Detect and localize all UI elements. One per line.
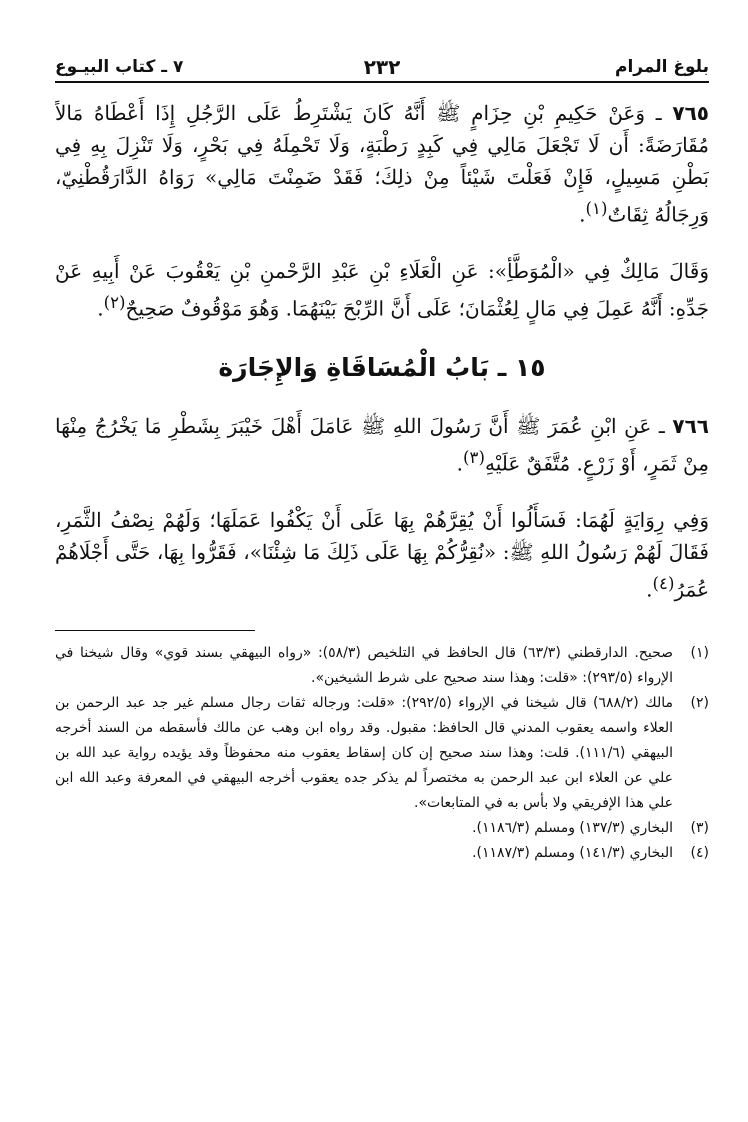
paragraph-text: وَفِي رِوَايَةٍ لَهُمَا: فَسَأَلُوا أَنْ يُقِرَّهُمْ بِهَا عَلَى أَنْ يَكْفُوا عَمَلَهَا؛ وَلَهُمْ نِصْفُ الثَّمَرِ، فَقَالَ لَهُمْ رَسُولُ اللهِ ﷺ: «نُقِرُّكُمْ بِهَا عَلَى ذَلِكَ مَا شِئْنَا»، فَقَرُّوا بِهَا، حَتَّى أَجْلَاهُمْ عُمَرُ [55,507,709,602]
footnote [55,841,709,866]
chapter-heading [55,348,709,388]
footnote-ref: (١) [585,199,608,218]
hadith-765: ٧٦٥ ـ وَعَنْ حَكِيمِ بْنِ حِزَامٍ ﷺ أَنَّهُ كَانَ يَشْتَرِطُ عَلَى الرَّجُلِ إِذَا أَعْطَاهُ مَالاً مُقَارَضَةً: أَن لَا تَجْعَلَ مَالِي فِي كَبِدٍ رَطْبَةٍ، وَلَا تَحْمِلَهُ فِي بَحْرٍ، وَلَا تَنْزِلَ بِهِ فِي بَطْنِ مَسِيلٍ، فَإِنْ فَعَلْتَ شَيْئاً مِنْ ذلِكَ؛ فَقَدْ ضَمِنْتَ مَالِي» رَوَاهُ الدَّارَقُطْنِيّ، وَرِجَالُهُ ثِقَاتٌ$^{(١)}$. [55,101,709,227]
hadith-number: ٧٦٥ [672,101,709,125]
riwaya-paragraph: وَفِي رِوَايَةٍ لَهُمَا: فَسَأَلُوا أَنْ يُقِرَّهُمْ بِهَا عَلَى أَنْ يَكْفُوا عَمَلَهَا؛ وَلَهُمْ نِصْفُ الثَّمَرِ، فَقَالَ لَهُمْ رَسُولُ اللهِ ﷺ: «نُقِرُّكُمْ بِهَا عَلَى ذَلِكَ مَا شِئْنَا»، فَقَرُّوا بِهَا، حَتَّى أَجْلَاهُمْ عُمَرُ$^{(٤)}$. [55,507,709,602]
footnote [55,641,709,691]
footnote-number: (٢) [690,694,709,711]
footnote [55,691,709,816]
footnote-ref: (٣) [463,448,485,468]
footnote-divider [55,630,255,631]
footnote-ref: (٢) [103,292,126,312]
footnote-text: مالك (٦٨٨/٢) قال شيخنا في الإرواء (٢٩٢/٥): «قلت: ورجاله ثقات رجال مسلم غير جد عبد الرحمن بن العلاء واسمه يعقوب المدني قال الحافظ: مقبول. وقد رواه ابن وهب عن مالك فأسقطه من السند أخرجه البيهقي (١١١/٦). قلت: وهذا سند صحيح إن كان إسقاط يعقوب منه محفوظاً وقد يؤيده رواية عبد الله بن علي عن العلاء ابن عبد الرحمن به مختصراً لم يذكر جده يعقوب أخرجه البيهقي في المعرفة وعبد الله ابن علي هذا الإفريقي ولا بأس به في المتابعات». [55,694,673,811]
chapter-title: ـ بَابُ الْمُسَاقَاةِ وَالإِجَارَة [218,353,516,383]
hadith-766: ٧٦٦ ـ عَنِ ابْنِ عُمَرَ ﷺ أَنَّ رَسُولَ اللهِ ﷺ عَامَلَ أَهْلَ خَيْبَرَ بِشَطْرِ مَا يَخْرُجُ مِنْهَا مِنْ ثَمَرٍ، أَوْ زَرْعٍ. مُتَّفَقٌ عَلَيْهِ$^{(٣)}$. [55,414,709,476]
hadith-text: ـ وَعَنْ حَكِيمِ بْنِ حِزَامٍ ﷺ أَنَّهُ كَانَ يَشْتَرِطُ عَلَى الرَّجُلِ إِذَا أَعْطَاهُ مَالاً مُقَارَضَةً: أَن لَا تَجْعَلَ مَالِي فِي كَبِدٍ رَطْبَةٍ، وَلَا تَحْمِلَهُ فِي بَحْرٍ، وَلَا تَنْزِلَ بِهِ فِي بَطْنِ مَسِيلٍ، فَإِنْ فَعَلْتَ شَيْئاً مِنْ ذلِكَ؛ فَقَدْ ضَمِنْتَ مَالِي» رَوَاهُ الدَّارَقُطْنِيّ، وَرِجَالُهُ ثِقَاتٌ [55,101,709,227]
footnote-number: (٣) [690,819,709,836]
chapter-running-title: ٧ ـ كتاب البيـوع [55,57,184,77]
footnote [55,816,709,841]
hadith-number: ٧٦٦ [672,414,709,439]
book-page [55,55,709,1085]
footnote-text: البخاري (١٤١/٣) ومسلم (١١٨٧/٣). [472,844,673,861]
book-title: بلوغ المرام [615,57,709,77]
paragraph-text: وَقَالَ مَالِكٌ فِي «الْمُوَطَّأِ»: عَنِ الْعَلَاءِ بْنِ عَبْدِ الرَّحْمنِ بْنِ يَعْقُوبَ عَنْ أَبِيهِ عَنْ جَدِّهِ: أَنَّهُ عَمِلَ فِي مَالٍ لِعُثْمَانَ؛ عَلَى أَنَّ الرِّبْحَ بَيْنَهُمَا. وَهُوَ مَوْقُوفٌ صَحِيحٌ [55,258,709,321]
footnote-text: صحيح. الدارقطني (٦٣/٣) قال الحافظ في التلخيص (٥٨/٣): «رواه البيهقي بسند قوي» وقال شيخنا في الإرواء (٢٩٣/٥): «قلت: وهذا سند صحيح على شرط الشيخين». [55,644,673,686]
malik-paragraph: وَقَالَ مَالِكٌ فِي «الْمُوَطَّأِ»: عَنِ الْعَلَاءِ بْنِ عَبْدِ الرَّحْمنِ بْنِ يَعْقُوبَ عَنْ أَبِيهِ عَنْ جَدِّهِ: أَنَّهُ عَمِلَ فِي مَالٍ لِعُثْمَانَ؛ عَلَى أَنَّ الرِّبْحَ بَيْنَهُمَا. وَهُوَ مَوْقُوفٌ صَحِيحٌ$^{(٢)}$. [55,258,709,321]
footnote-number: (٤) [690,844,709,861]
main-text [55,97,709,606]
footnote-number: (١) [690,644,709,661]
footnotes [55,641,709,866]
hadith-text: ـ عَنِ ابْنِ عُمَرَ ﷺ أَنَّ رَسُولَ اللهِ ﷺ عَامَلَ أَهْلَ خَيْبَرَ بِشَطْرِ مَا يَخْرُجُ مِنْهَا مِنْ ثَمَرٍ، أَوْ زَرْعٍ. مُتَّفَقٌ عَلَيْهِ [55,414,709,476]
page-number: ٢٣٢ [363,55,401,79]
footnote-text: البخاري (١٣٧/٣) ومسلم (١١٨٦/٣). [472,819,673,836]
chapter-number: ١٥ [515,353,546,383]
footnote-ref: (٤) [652,573,675,593]
page-header [55,55,709,83]
